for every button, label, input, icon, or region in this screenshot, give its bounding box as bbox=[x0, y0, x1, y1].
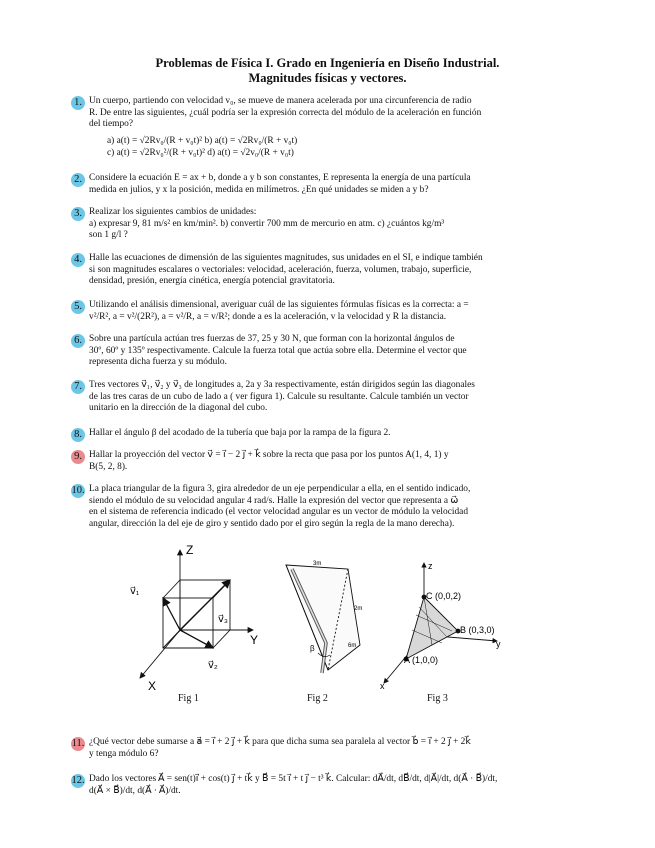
problem-text: ¿Qué vector debe sumarse a a⃗ = i⃗ + 2 j⃗ + k⃗ para que dicha suma sea paralela al vector b⃗ = i⃗ + 2 j⃗ + 2k⃗ y tenga módulo 6? bbox=[89, 737, 471, 759]
problem-text: Halle las ecuaciones de dimensión de las siguientes magnitudes, sus unidades en el SI, e indique también si son magnitudes escalares o vectoriales: velocidad, aceleración, fuerza, volumen, trabajo, superficie, densidad, presión, energía cinética, energía potencial gravitatoria. bbox=[89, 253, 483, 287]
ramp-height: 2m bbox=[354, 606, 363, 612]
problem-number-badge: 1. bbox=[71, 96, 85, 110]
sheet-subtitle: Magnitudes físicas y vectores. bbox=[248, 71, 407, 85]
beta-angle-label: β bbox=[310, 644, 315, 653]
problem-number-badge: 4. bbox=[71, 253, 85, 267]
problem-number-badge: 6. bbox=[71, 334, 85, 348]
problem-number-badge: 3. bbox=[71, 207, 85, 221]
figure-3-caption: Fig 3 bbox=[427, 693, 448, 704]
point-c-label: C (0,0,2) bbox=[426, 591, 462, 601]
figure-2-ramp bbox=[268, 555, 378, 685]
problem-number-badge: 2. bbox=[71, 173, 85, 187]
problem-text: Utilizando el análisis dimensional, averiguar cuál de las siguientes fórmulas físicas es la correcta: a = v²/R², a = v²/(2R²), a = v²/R, a = v/R²; donde a es la aceleración, v la velocidad y R la distancia. bbox=[89, 300, 469, 322]
problem-text: Tres vectores v⃗₁, v⃗₂ y v⃗₃ de longitudes a, 2a y 3a respectivamente, están dirigidos según las diagonales de las tres caras de un cubo de lado a ( ver figura 1). Calcule su resultante. Calcule también un vector unitario en la dirección de la diagonal del cubo. bbox=[89, 380, 475, 414]
figure-1-caption: Fig 1 bbox=[178, 693, 199, 704]
problem-text: Dado los vectores A⃗ = sen(t)i⃗ + cos(t) j⃗ + tk⃗ y B⃗ = 5t i⃗ + t j⃗ − t³ k⃗. Calcular: dA⃗/dt, dB⃗/dt, d|A⃗|/dt, d(A⃗ · B⃗)/dt, d(A⃗ × B⃗)/dt, d(A⃗ · A⃗)/dt. bbox=[89, 774, 498, 796]
v3-label: v⃗₃ bbox=[218, 614, 228, 625]
problem-text: Hallar la proyección del vector v⃗ = i⃗ − 2 j⃗ + k⃗ sobre la recta que pasa por los puntos A(1, 4, 1) y B(5, 2, 8). bbox=[89, 450, 449, 472]
options-row-cd: c) a(t) = √2Rv₀²/(R + v₀t)² d) a(t) = √2v₀/(R + v₀t) bbox=[107, 147, 294, 158]
problem-text: Hallar el ángulo β del acodado de la tubería que baja por la rampa de la figura 2. bbox=[89, 428, 391, 438]
figure-1-cube bbox=[118, 540, 278, 695]
figure-2-caption: Fig 2 bbox=[307, 693, 328, 704]
y-axis-label: y bbox=[496, 639, 501, 649]
x-axis-label: X bbox=[148, 679, 157, 693]
v1-arrow bbox=[163, 598, 180, 630]
v2-label: v⃗₂ bbox=[208, 660, 218, 671]
problem-text: Considere la ecuación E = ax + b, donde a y b son constantes, E representa la energía de una partícula medida en julios, y x la posición, medida en milímetros. ¿En qué unidades se miden a y b? bbox=[89, 173, 471, 195]
problem-text: La placa triangular de la figura 3, gira alrededor de un eje perpendicular a ella, en el sentido indicado, siendo el módulo de su velocidad angular 4 rad/s. Halle la expresión del vector que representa a ω⃗ en el sistema de referencia indicado (el vector velocidad angular es un vector de módulo la velocidad angular, dirección la del eje de giro y sentido dado por el giro según la regla de la mano derecha). bbox=[89, 484, 471, 529]
ramp-base-length: 6m bbox=[348, 643, 357, 649]
v2-arrow bbox=[180, 630, 213, 648]
problem-text: Sobre una partícula actúan tres fuerzas de 37, 25 y 30 N, que forman con la horizontal ángulos de 30º, 60º y 135º respectivamente. Calcule la fuerza total que actúa sobre ella. Determine el vector que representa dicha fuerza y su módulo. bbox=[89, 334, 467, 368]
sheet-title: Problemas de Física I. Grado en Ingeniería en Diseño Industrial. bbox=[155, 56, 500, 70]
ramp-top-length: 3m bbox=[313, 561, 322, 567]
problem-number-badge: 10. bbox=[71, 485, 85, 496]
y-axis-label: Y bbox=[250, 633, 259, 647]
x-axis-label: x bbox=[380, 681, 385, 690]
point-a-label: A (1,0,0) bbox=[404, 655, 439, 665]
answer-options bbox=[107, 136, 407, 159]
problem-number-badge: 7. bbox=[71, 380, 85, 394]
problem-text: Un cuerpo, partiendo con velocidad v₀, se mueve de manera acelerada por una circunferencia de radio R. De entre las siguientes, ¿cuál podría ser la expresión correcta del módulo de la aceleración en función del tiempo? bbox=[89, 96, 482, 130]
point-b-label: B (0,3,0) bbox=[460, 625, 495, 635]
v1-label: v⃗₁ bbox=[130, 586, 140, 597]
problem-number-badge: 5. bbox=[71, 300, 85, 314]
z-axis-label: z bbox=[428, 561, 433, 571]
problem-number-badge: 11. bbox=[71, 738, 85, 749]
problem-text: Realizar los siguientes cambios de unidades: a) expresar 9, 81 m/s² en km/min². b) convertir 700 mm de mercurio en atm. c) ¿cuántos kg/m³ son 1 g/l ? bbox=[89, 207, 445, 241]
z-axis-label: Z bbox=[186, 543, 194, 557]
problem-number-badge: 12. bbox=[71, 775, 85, 786]
options-row-ab: a) a(t) = √2Rv₀/(R + v₀t)² b) a(t) = √2Rv₀/(R + v₀t) bbox=[107, 136, 298, 146]
problem-number-badge: 9. bbox=[71, 450, 85, 464]
figure-3-plate bbox=[372, 555, 512, 690]
problem-number-badge: 8. bbox=[71, 428, 85, 442]
